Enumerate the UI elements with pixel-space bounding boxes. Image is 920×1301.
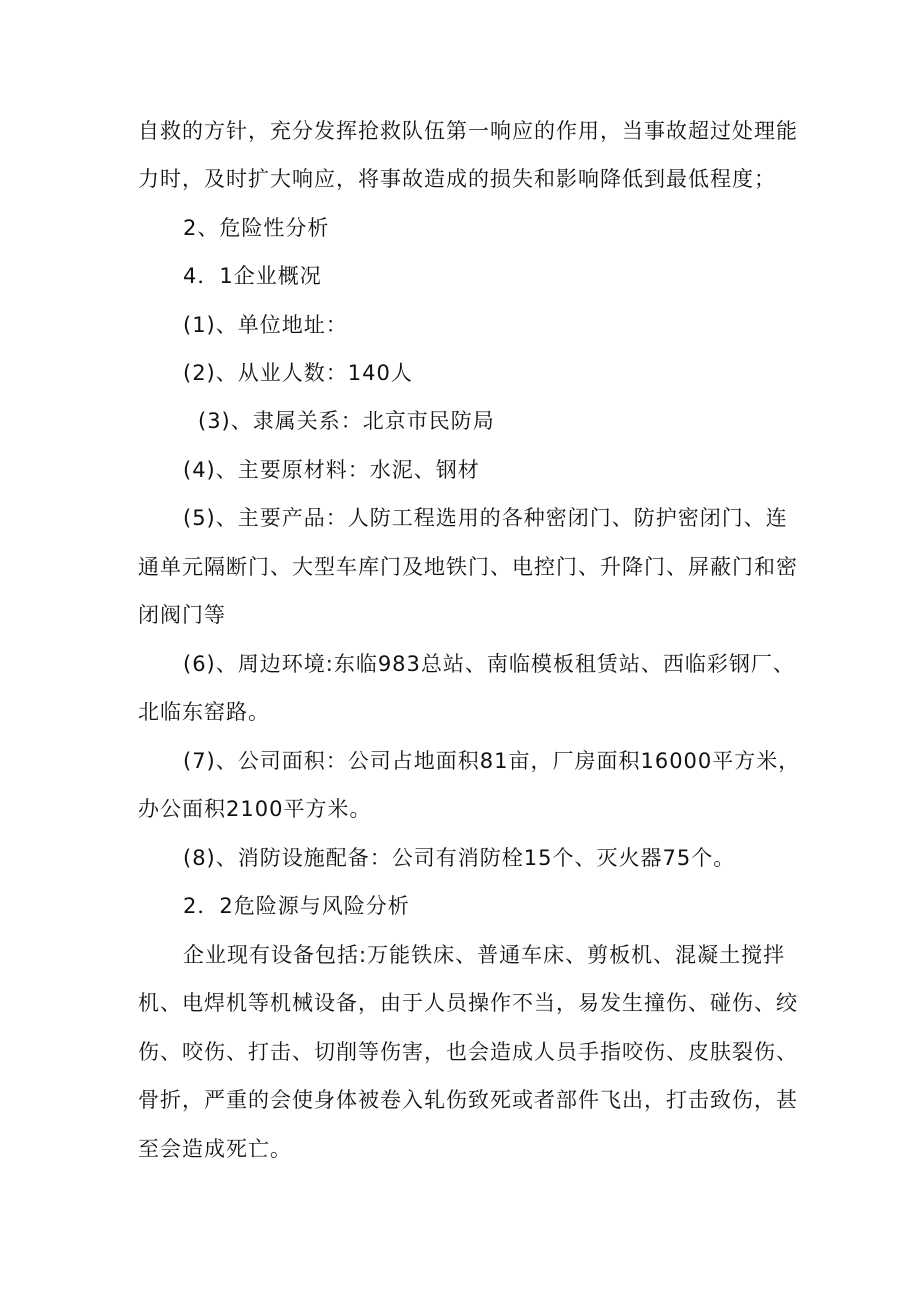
text-line: (3)、隶属关系：北京市民防局	[198, 409, 495, 433]
text-line: 自救的方针，充分发挥抢救队伍第一响应的作用，当事故超过处理能	[138, 119, 798, 143]
text-line: 至会造成死亡。	[138, 1137, 292, 1161]
text-line: (7)、公司面积：公司占地面积81亩，厂房面积16000平方米，	[183, 749, 801, 773]
text-line: 骨折，严重的会使身体被卷入轧伤致死或者部件飞出，打击致伤，甚	[138, 1088, 798, 1112]
section-heading: 2、危险性分析	[183, 216, 330, 240]
subsection-heading: 4．1企业概况	[183, 264, 322, 288]
text-line: (5)、主要产品：人防工程选用的各种密闭门、防护密闭门、连	[183, 506, 788, 530]
text-line: (2)、从业人数：140人	[183, 361, 413, 385]
text-line: (4)、主要原材料：水泥、钢材	[183, 458, 480, 482]
subsection-heading: 2．2危险源与风险分析	[183, 894, 410, 918]
text-line: 北临东窑路。	[138, 700, 270, 724]
text-line: 通单元隔断门、大型车库门及地铁门、电控门、升降门、屏蔽门和密	[138, 555, 798, 579]
text-line: 企业现有设备包括:万能铁床、普通车床、剪板机、混凝土搅拌	[183, 943, 786, 967]
text-line: (1)、单位地址：	[183, 313, 348, 337]
text-line: (8)、消防设施配备：公司有消防栓15个、灭火器75个。	[183, 846, 736, 870]
text-line: 机、电焊机等机械设备，由于人员操作不当，易发生撞伤、碰伤、绞	[138, 991, 798, 1015]
text-line: (6)、周边环境:东临983总站、南临模板租赁站、西临彩钢厂、	[183, 652, 795, 676]
text-line: 办公面积2100平方米。	[138, 797, 372, 821]
text-line: 伤、咬伤、打击、切削等伤害，也会造成人员手指咬伤、皮肤裂伤、	[138, 1040, 798, 1064]
text-line: 闭阀门等	[138, 603, 226, 627]
text-line: 力时，及时扩大响应，将事故造成的损失和影响降低到最低程度；	[138, 167, 776, 191]
